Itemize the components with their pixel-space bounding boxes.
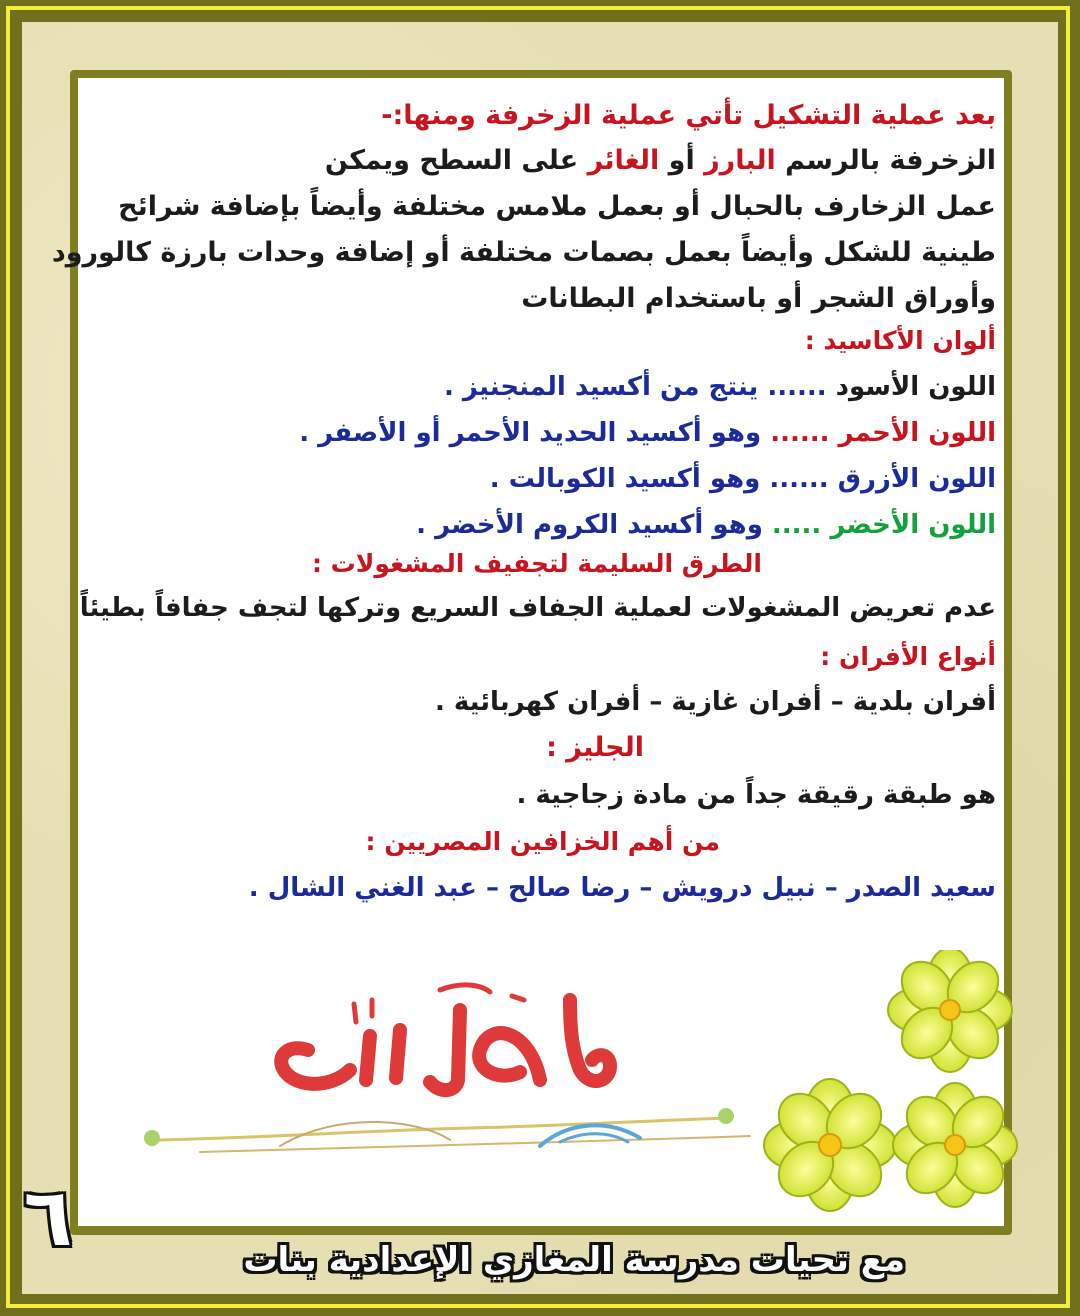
oxide-green bbox=[416, 510, 996, 540]
page-number: ٦ bbox=[23, 1171, 73, 1264]
oxides-heading: ألوان الأكاسيد : bbox=[804, 326, 996, 355]
flower-icon bbox=[888, 950, 1012, 1072]
glaze-text: هو طبقة رقيقة جداً من مادة زجاجية . bbox=[516, 780, 996, 810]
oxide-black bbox=[444, 372, 996, 402]
oxide-green-dots: ..... bbox=[762, 510, 831, 540]
intro-heading: بعد عملية التشكيل تأتي عملية الزخرفة ومنها:- bbox=[381, 100, 996, 131]
intro-line-3: طينية للشكل وأيضاً بعمل بصمات مختلفة أو إضافة وحدات بارزة كالورود bbox=[51, 237, 996, 268]
intro-line-1-end: على السطح ويمكن bbox=[324, 145, 588, 176]
oxide-red-name: اللون الأحمر bbox=[838, 418, 996, 448]
sunken-term: الغائر bbox=[587, 145, 660, 176]
oxide-blue-dots: ...... bbox=[760, 464, 838, 494]
drying-heading: الطرق السليمة لتجفيف المشغولات : bbox=[311, 549, 762, 578]
oxide-blue-description: وهو أكسيد الكوبالت . bbox=[489, 464, 761, 494]
footer-credit: مع تحيات مدرسة المغازي الإعدادية بنات bbox=[243, 1240, 905, 1280]
drying-text: عدم تعريض المشغولات لعملية الجفاف السريع وتركها لتجف جفافاً بطيئاً bbox=[79, 593, 996, 623]
oxide-black-description: ينتج من أكسيد المنجنيز . bbox=[444, 372, 759, 402]
oxide-black-dots: ...... bbox=[758, 372, 836, 402]
flower-decoration bbox=[760, 950, 1020, 1220]
kilns-text: أفران بلدية – أفران غازية – أفران كهربائية . bbox=[434, 687, 996, 717]
intro-line-1 bbox=[325, 145, 996, 176]
oxide-green-name: اللون الأخضر bbox=[830, 510, 996, 540]
intro-line-2: عمل الزخارف بالحبال أو بعمل ملامس مختلفة وأيضاً بإضافة شرائح bbox=[118, 191, 996, 222]
intro-line-1-or: أو bbox=[659, 145, 705, 176]
glaze-heading: الجليز : bbox=[546, 732, 644, 763]
flower-icon bbox=[764, 1079, 896, 1211]
calligraphy-ornament bbox=[140, 970, 780, 1210]
oxide-blue bbox=[490, 464, 996, 494]
raised-term: البارز bbox=[704, 145, 776, 176]
oxide-green-description: وهو أكسيد الكروم الأخضر . bbox=[416, 510, 763, 540]
oxide-red bbox=[299, 418, 996, 448]
kilns-heading: أنواع الأفران : bbox=[820, 642, 996, 671]
oxide-black-name: اللون الأسود bbox=[835, 372, 996, 402]
oxide-red-description: وهو أكسيد الحديد الأحمر أو الأصفر . bbox=[299, 418, 762, 448]
flower-icon bbox=[893, 1083, 1017, 1207]
oxide-red-dots: ...... bbox=[761, 418, 839, 448]
intro-line-4: وأوراق الشجر أو باستخدام البطانات bbox=[521, 283, 996, 314]
intro-line-1-start: الزخرفة بالرسم bbox=[775, 145, 996, 176]
potters-text: سعيد الصدر – نبيل درويش – رضا صالح – عبد الغني الشال . bbox=[248, 873, 996, 903]
oxide-blue-name: اللون الأزرق bbox=[837, 464, 996, 494]
potters-heading: من أهم الخزافين المصريين : bbox=[365, 827, 720, 856]
